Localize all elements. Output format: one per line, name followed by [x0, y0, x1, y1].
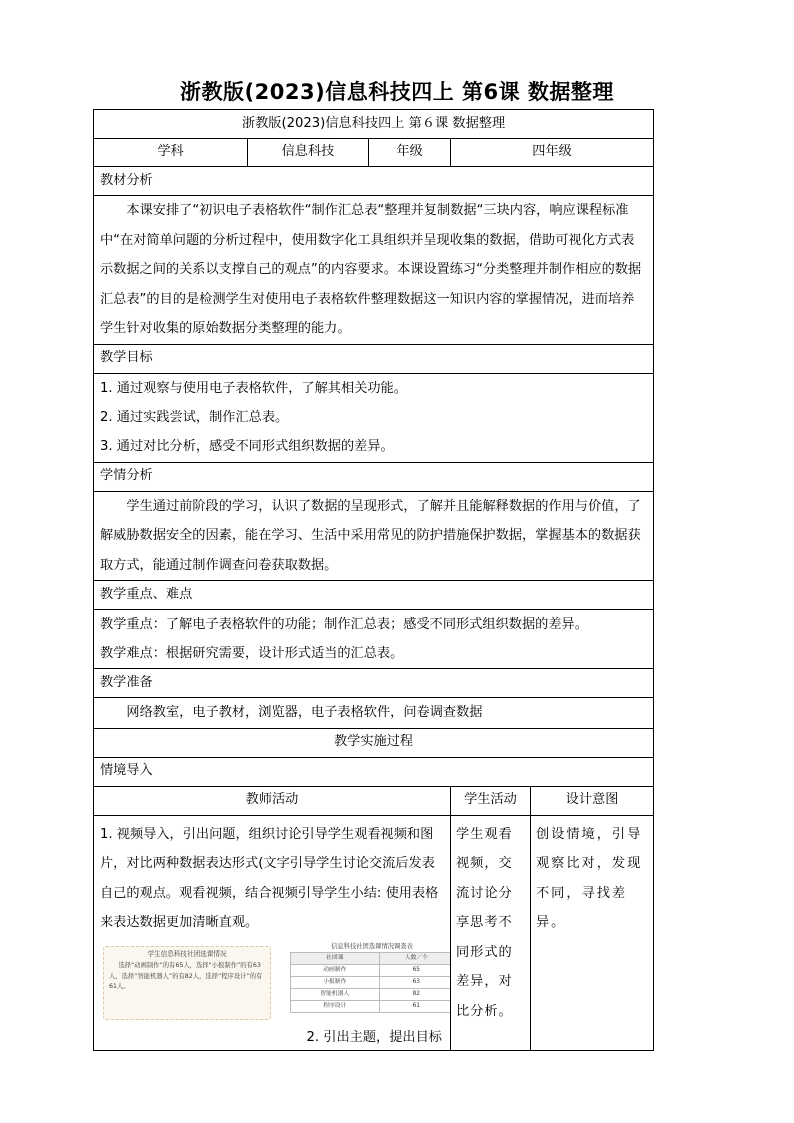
col-student-activity: 学生活动	[451, 786, 531, 815]
students-heading: 学情分析	[94, 462, 654, 491]
difficulty-point: 教学难点：根据研究需要，设计形式适当的汇总表。	[100, 646, 404, 661]
survey-text-image	[103, 946, 271, 1020]
key-point: 教学重点：了解电子表格软件的功能；制作汇总表；感受不同形式组织数据的差异。	[100, 617, 588, 632]
goals-heading: 教学目标	[94, 344, 654, 373]
embedded-images	[100, 942, 444, 1026]
key-heading: 教学重点、难点	[94, 581, 654, 610]
survey-table-image	[290, 942, 451, 1013]
mini-table-cell: 61	[379, 1000, 450, 1012]
col-teacher-activity: 教师活动	[94, 786, 451, 815]
student-activity-text: 学生观看视频，交流讨论分享思考不同形式的差异，对比分析。	[451, 815, 531, 1050]
goal-item: 2. 通过实践尝试，制作汇总表。	[100, 410, 289, 425]
design-intent-text: 创设情境，引导观察比对，发现不同，寻找差异。	[531, 815, 654, 1050]
mini-table-cell: 小报制作	[291, 976, 380, 988]
goal-item: 1. 通过观察与使用电子表格软件，了解其相关功能。	[100, 381, 407, 396]
subject-value: 信息科技	[248, 139, 369, 167]
goals-list	[94, 373, 654, 462]
teacher-activity-text: 1. 视频导入，引出问题，组织讨论引导学生观看视频和图片，对比两种数据表达形式(文字引导学生讨论交流后发表自己的观点。观看视频，结合视频引导学生小结: 使用表格来表达数据更加清晰直观。	[100, 826, 439, 930]
material-text: 本课安排了“初识电子表格软件“制作汇总表“整理并复制数据“三块内容，响应课程标准中“在对简单问题的分析过程中，使用数字化工具组织并呈现收集的数据，借助可视化方式表示数据之间的关系以支撑自己的观点”的内容要求。本课设置练习“分类整理并制作相应的数据汇总表”的目的是检测学生对使用电子表格软件整理数据这一知识内容的掌握情况，进而培养学生针对收集的原始数据分类整理的能力。	[94, 196, 654, 345]
mini-table-cell: 动画制作	[291, 964, 380, 976]
mini-table-cell: 63	[379, 976, 450, 988]
grade-label: 年级	[369, 139, 451, 167]
key-points	[94, 610, 654, 669]
goal-item: 3. 通过对比分析，感受不同形式组织数据的差异。	[100, 439, 394, 454]
survey-table-title: 信息科技社团选课情况调查表	[331, 942, 413, 950]
prep-heading: 教学准备	[94, 669, 654, 698]
mini-table-header: 人数／个	[379, 952, 450, 964]
table-header-title: 浙教版(2023)信息科技四上 第６课 数据整理	[94, 110, 654, 139]
mini-table-header: 社团课	[291, 952, 380, 964]
teacher-activity-next: 2. 引出主题，提出目标	[306, 1029, 442, 1045]
document-title: 浙教版(2023)信息科技四上 第6课 数据整理	[180, 80, 614, 104]
mini-table-cell: 65	[379, 964, 450, 976]
students-text: 学生通过前阶段的学习，认识了数据的呈现形式，了解并且能解释数据的作用与价值，了解威胁数据安全的因素，能在学习、生活中采用常见的防护措施保护数据，掌握基本的数据获取方式，能通过制作调查问卷获取数据。	[94, 491, 654, 581]
mini-table-cell: 智能机器人	[291, 988, 380, 1000]
material-heading: 教材分析	[94, 167, 654, 196]
process-heading: 教学实施过程	[94, 728, 654, 757]
mini-table-cell: 程序设计	[291, 1000, 380, 1012]
mini-table-cell: 82	[379, 988, 450, 1000]
survey-mini-table	[290, 952, 451, 1013]
lesson-plan-table	[93, 109, 654, 1051]
col-design-intent: 设计意图	[531, 786, 654, 815]
survey-note-text: 选择“动画制作”的有65人，选择“小报制作”的有63人，选择“智能机器人”的有82人，选择“程序设计”的有61人。	[109, 962, 263, 990]
grade-value: 四年级	[451, 139, 654, 167]
prep-text: 网络教室，电子教材，浏览器，电子表格软件，问卷调查数据	[94, 698, 654, 729]
survey-note-title: 学生信息科技社团选课情况	[147, 949, 227, 958]
situation-heading: 情境导入	[94, 757, 654, 786]
teacher-activity-cell	[94, 815, 451, 1050]
subject-label: 学科	[94, 139, 248, 167]
